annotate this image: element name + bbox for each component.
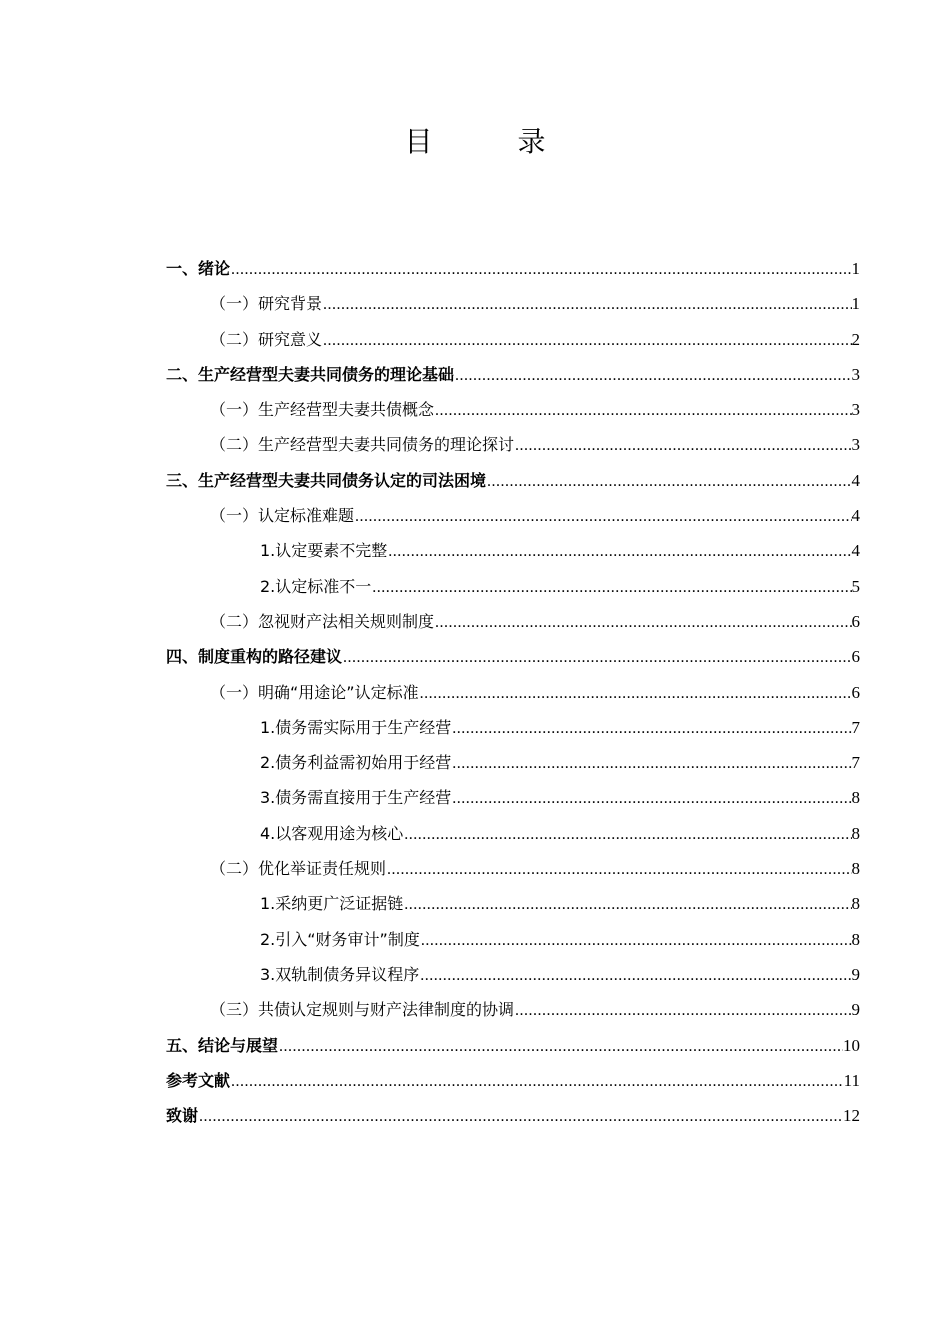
toc-leader-dots — [230, 252, 851, 287]
toc-entry-text: （三）共债认定规则与财产法律制度的协调 — [210, 1000, 515, 1020]
toc-page-number: 3 — [851, 400, 860, 420]
toc-entry-text: 1.采纳更广泛证据链 — [260, 894, 404, 914]
toc-entry[interactable] — [166, 1098, 860, 1133]
table-of-contents — [166, 251, 860, 1133]
toc-entry[interactable] — [166, 286, 860, 321]
toc-entry[interactable] — [166, 322, 860, 357]
toc-entry-text: 2.引入“财务审计”制度 — [260, 929, 420, 949]
toc-entry-text: （一）生产经营型夫妻共债概念 — [210, 400, 435, 420]
toc-entry-text: （二）优化举证责任规则 — [210, 859, 387, 879]
toc-entry[interactable] — [166, 251, 860, 286]
page-title: 目 录 — [404, 125, 584, 158]
toc-leader-dots — [198, 1099, 843, 1134]
toc-leader-dots — [403, 887, 851, 922]
toc-page-number: 6 — [851, 611, 860, 631]
toc-page-number: 8 — [851, 823, 860, 843]
toc-page-number: 4 — [851, 541, 860, 561]
toc-entry-text: 二、生产经营型夫妻共同债务的理论基础 — [166, 364, 455, 384]
toc-entry-text: 1.债务需实际用于生产经营 — [260, 717, 452, 737]
toc-page-number: 4 — [851, 470, 860, 490]
toc-leader-dots — [387, 534, 851, 569]
toc-entry[interactable] — [166, 427, 860, 462]
toc-entry-text: 1.认定要素不完整 — [260, 541, 388, 561]
toc-entry-text: 4.以客观用途为核心 — [260, 823, 404, 843]
toc-leader-dots — [451, 746, 851, 781]
toc-entry[interactable] — [166, 498, 860, 533]
toc-page-number: 9 — [851, 964, 860, 984]
toc-leader-dots — [420, 923, 852, 958]
toc-entry[interactable] — [166, 639, 860, 674]
toc-page-number: 8 — [851, 894, 860, 914]
toc-entry[interactable] — [166, 1028, 860, 1063]
toc-page-number: 9 — [851, 1000, 860, 1020]
toc-page-number: 8 — [851, 929, 860, 949]
toc-leader-dots — [434, 605, 851, 640]
toc-page-number: 1 — [851, 259, 860, 278]
toc-page-number: 8 — [851, 788, 860, 808]
toc-entry[interactable] — [166, 992, 860, 1027]
toc-entry[interactable] — [166, 392, 860, 427]
toc-leader-dots — [454, 358, 851, 393]
toc-entry[interactable] — [166, 357, 860, 392]
toc-leader-dots — [403, 817, 851, 852]
toc-entry-text: 三、生产经营型夫妻共同债务认定的司法困境 — [166, 470, 487, 490]
toc-leader-dots — [514, 428, 851, 463]
toc-entry-text: 3.双轨制债务异议程序 — [260, 964, 420, 984]
toc-page-number: 7 — [851, 717, 860, 737]
toc-page-number: 2 — [851, 329, 860, 349]
toc-page-number: 11 — [843, 1070, 860, 1090]
toc-page-number: 6 — [851, 647, 860, 667]
toc-entry[interactable] — [166, 886, 860, 921]
toc-entry[interactable] — [166, 569, 860, 604]
toc-page-number: 6 — [851, 682, 860, 702]
toc-entry-text: 一、绪论 — [166, 259, 231, 278]
toc-entry[interactable] — [166, 851, 860, 886]
toc-entry[interactable] — [166, 745, 860, 780]
toc-entry-text: 四、制度重构的路径建议 — [166, 647, 343, 667]
toc-leader-dots — [514, 993, 851, 1028]
toc-entry-text: 3.债务需直接用于生产经营 — [260, 788, 452, 808]
toc-entry-text: 参考文献 — [166, 1070, 231, 1090]
toc-entry-text: （二）研究意义 — [210, 329, 323, 349]
toc-entry[interactable] — [166, 922, 860, 957]
toc-page-number: 3 — [851, 435, 860, 455]
toc-entry-text: 2.认定标准不一 — [260, 576, 372, 596]
toc-leader-dots — [451, 711, 851, 746]
toc-entry[interactable] — [166, 710, 860, 745]
toc-entry-text: （一）明确“用途论”认定标准 — [210, 682, 419, 702]
toc-entry[interactable] — [166, 1063, 860, 1098]
toc-leader-dots — [278, 1029, 843, 1064]
toc-page-number: 12 — [843, 1106, 860, 1126]
toc-entry[interactable] — [166, 816, 860, 851]
toc-entry[interactable] — [166, 780, 860, 815]
toc-entry-text: （一）研究背景 — [210, 294, 323, 314]
toc-leader-dots — [451, 781, 851, 816]
toc-leader-dots — [419, 676, 852, 711]
toc-leader-dots — [434, 393, 851, 428]
toc-entry-text: 2.债务利益需初始用于经营 — [260, 753, 452, 773]
toc-entry[interactable] — [166, 604, 860, 639]
toc-page-number: 3 — [851, 364, 860, 384]
toc-entry[interactable] — [166, 533, 860, 568]
toc-entry-text: 五、结论与展望 — [166, 1035, 279, 1055]
toc-page-number: 7 — [851, 753, 860, 773]
toc-entry[interactable] — [166, 463, 860, 498]
toc-page-number: 5 — [851, 576, 860, 596]
toc-leader-dots — [354, 499, 851, 534]
toc-leader-dots — [322, 287, 851, 322]
toc-leader-dots — [322, 323, 851, 358]
toc-leader-dots — [386, 852, 851, 887]
toc-page-number: 10 — [843, 1035, 860, 1055]
toc-page-number: 8 — [851, 859, 860, 879]
toc-leader-dots — [371, 570, 851, 605]
toc-entry[interactable] — [166, 957, 860, 992]
toc-entry[interactable] — [166, 675, 860, 710]
toc-entry-text: （二）生产经营型夫妻共同债务的理论探讨 — [210, 435, 515, 455]
toc-entry-text: （二）忽视财产法相关规则制度 — [210, 611, 435, 631]
toc-page-number: 4 — [851, 506, 860, 526]
toc-leader-dots — [230, 1064, 844, 1099]
toc-entry-text: 致谢 — [166, 1106, 199, 1126]
toc-leader-dots — [342, 640, 851, 675]
toc-page-number: 1 — [851, 294, 860, 314]
toc-leader-dots — [486, 464, 851, 499]
toc-entry-text: （一）认定标准难题 — [210, 506, 355, 526]
toc-leader-dots — [419, 958, 851, 993]
